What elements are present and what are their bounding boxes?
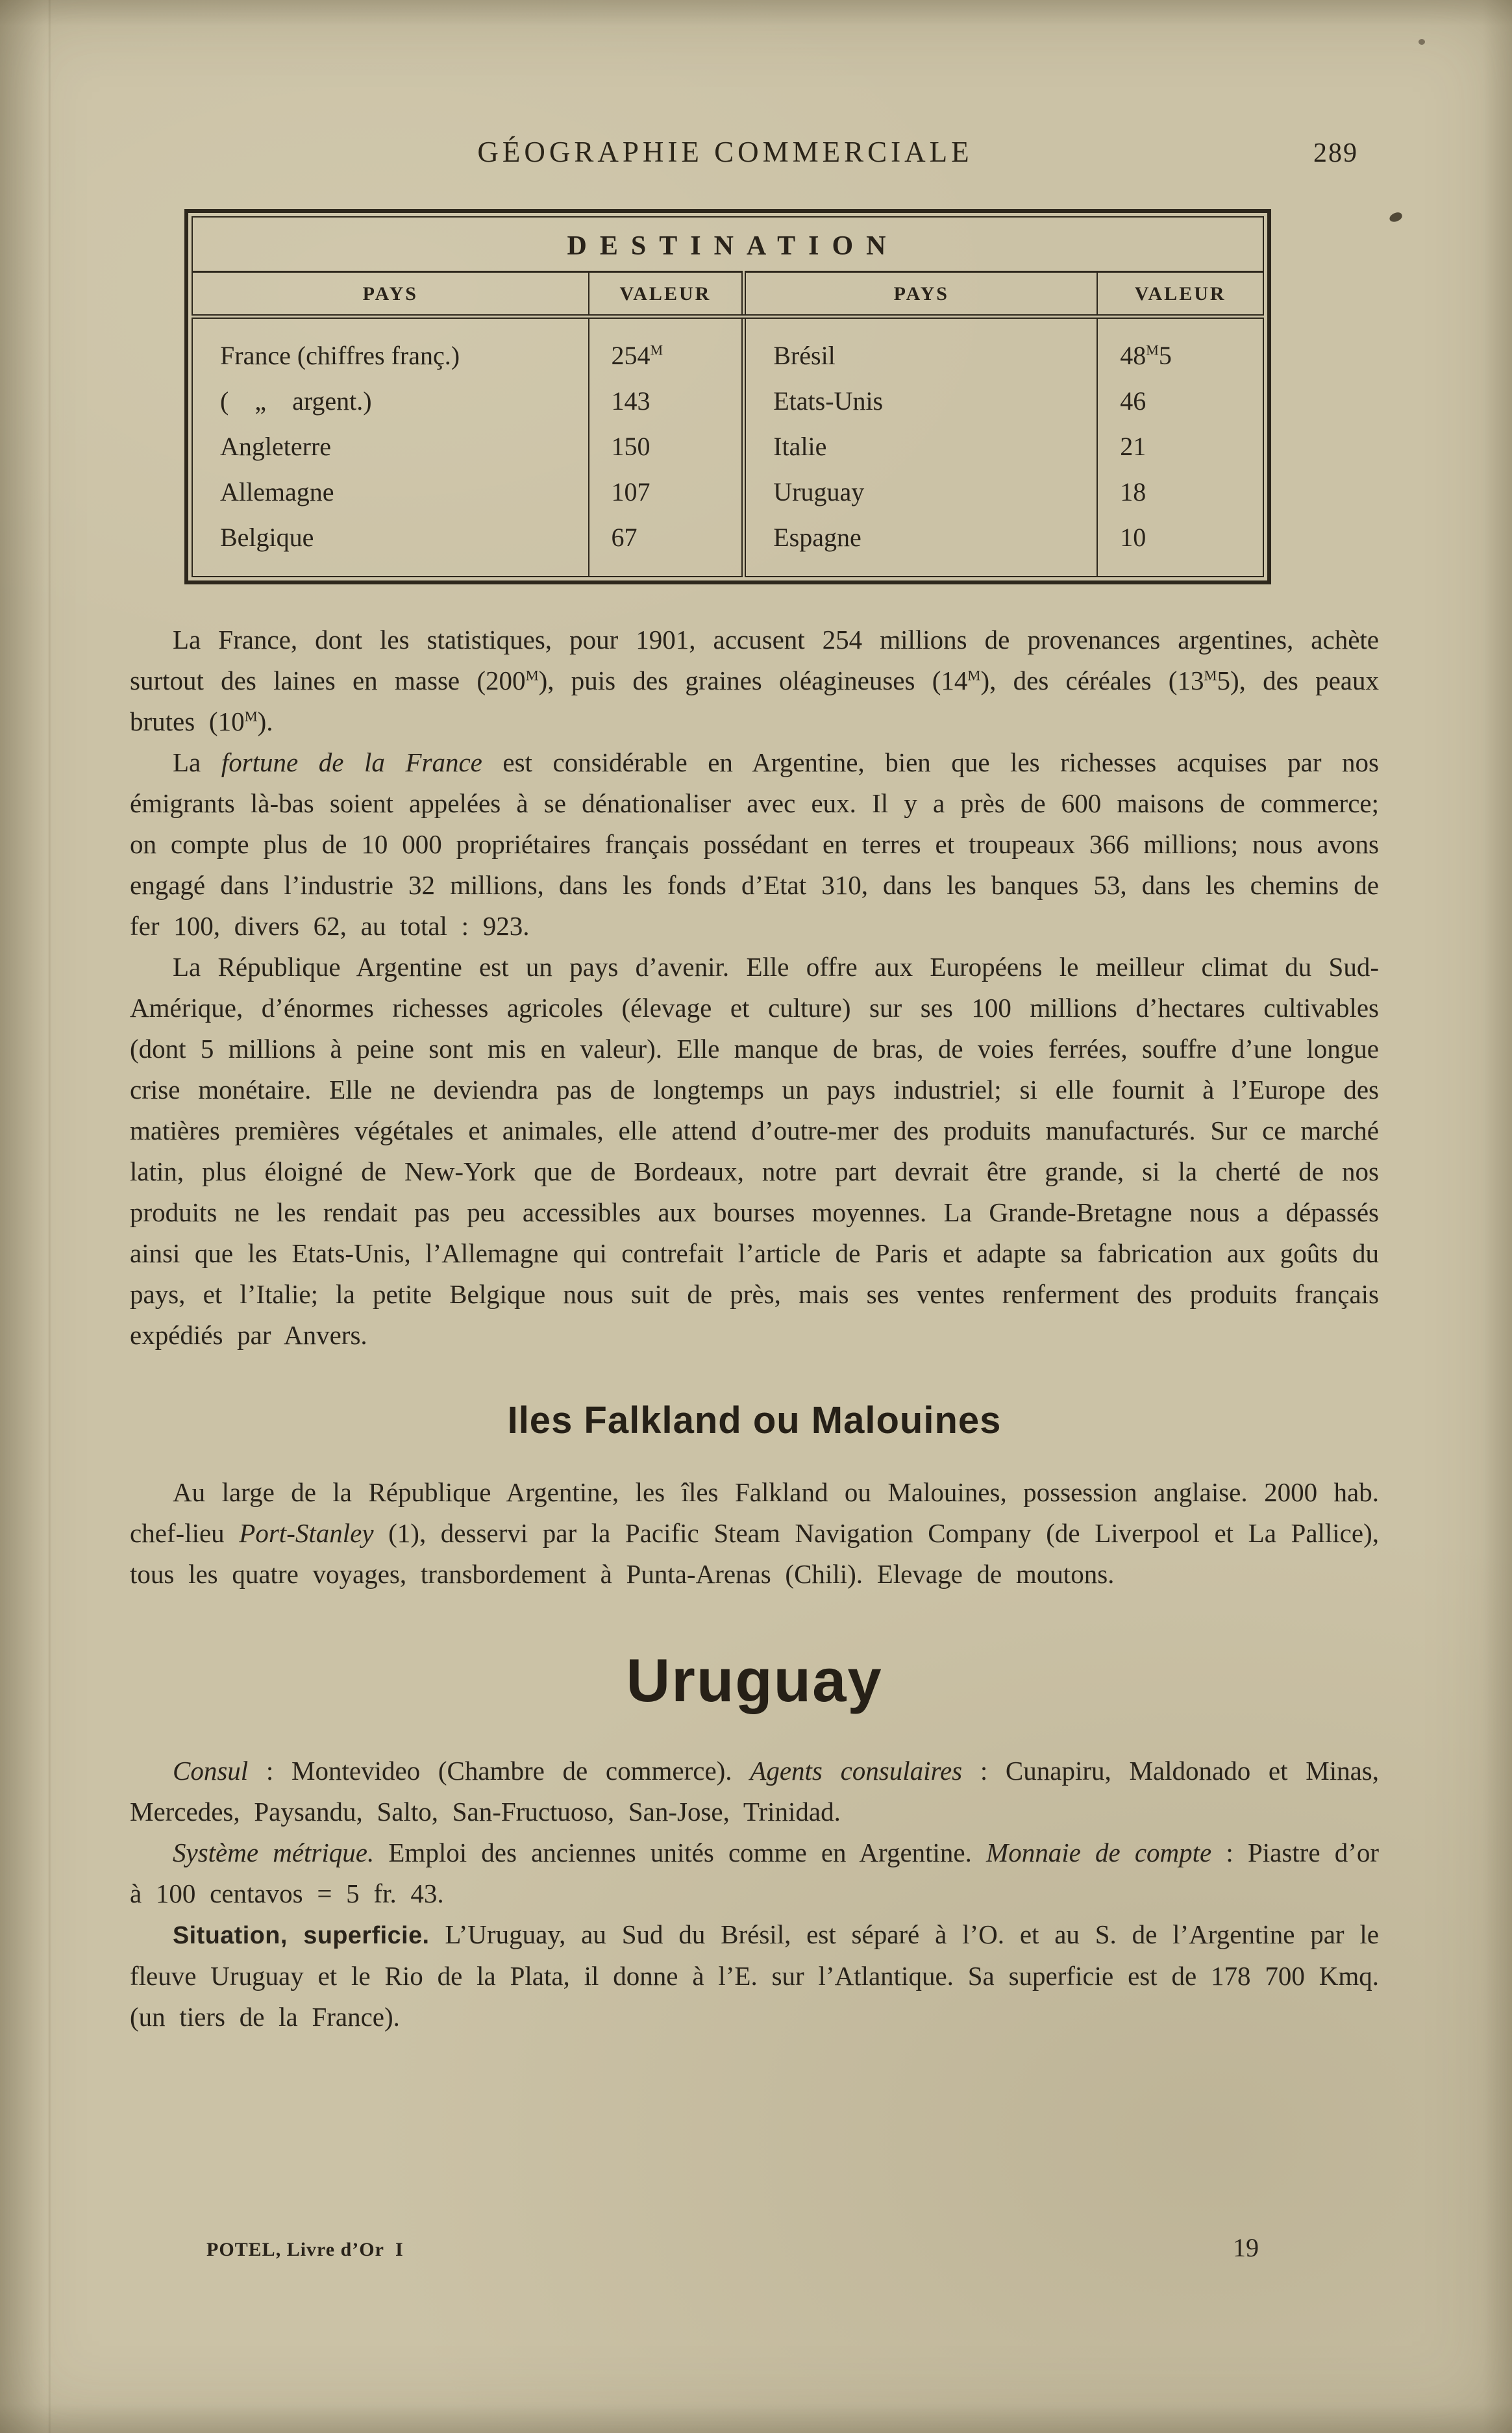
footer-sheet-number: 19 [1233,2233,1259,2262]
cell-pays: ( „ argent.) [220,386,372,416]
column-header-pays-left: PAYS [192,272,589,317]
cell-valeur: 10 [1097,515,1263,577]
table-title: DESTINATION [192,217,1263,272]
paragraph-republique-argentine: La République Argentine est un pays d’avenir. Elle offre aux Européens le meilleur climat du Sud-Amérique, d’énormes richesses agricoles (élevage et culture) sur ses 100 millions d’hectares cultivables (dont 5 millions à peine sont mis en valeur). Elle manque de bras, de voies ferrées, souffre d’une longue crise monétaire. Elle ne deviendra pas de longtemps un pays industriel; si elle fournit à l’Europe des matières premières végétales et animales, elle attend d’outre-mer des produits manufacturés. Sur ce marché latin, plus éloigné de New-York que de Bordeaux, notre part devrait être grande, si la cherté de nos produits ne les rendait pas peu accessibles aux bourses moyennes. La Grande-Bretagne nous a dépassés ainsi que les Etats-Unis, l’Allemagne qui contrefait l’article de Paris et adapte sa fabrication aux goûts du pays, et l’Italie; la petite Belgique nous suit de près, mais ses ventes renferment des produits français expédiés par Anvers. [130,952,1379,1350]
cell-valeur: 107 [589,469,744,515]
cell-pays: Brésil [744,317,1098,379]
page-content [130,135,1379,2038]
cell-pays: Angleterre [220,432,332,461]
table-header-row [192,272,1263,317]
column-header-valeur-right: VALEUR [1097,272,1263,317]
paragraph-france-statistiques: La France, dont les statistiques, pour 1901, accusent 254 millions de provenances argentines, achète surtout des laines en masse $(200^M)$, puis des graines oléagineuses $(14^M)$, des céréales $(13^M5)$, des peaux brutes $(10^M)$. [130,625,1379,736]
cell-valeur: 67 [589,515,744,577]
cell-pays: Uruguay [744,469,1098,515]
running-title: GÉOGRAPHIE COMMERCIALE [477,136,973,168]
cell-valeur: $254^M$ [589,317,744,379]
ink-stain [1388,211,1403,223]
table-row [192,379,1263,424]
cell-valeur: 18 [1097,469,1263,515]
cell-pays: Italie [744,424,1098,469]
section-heading-falkland: Iles Falkland ou Malouines [507,1399,1002,1441]
cell-valeur: 46 [1097,379,1263,424]
paragraph-uruguay-situation: Situation, superficie. L’Uruguay, au Sud du Brésil, est séparé à l’O. et au S. de l’Argentine par le fleuve Uruguay et le Rio de la Plata, il donne à l’E. sur l’Atlantique. Sa superficie est de 178 700 Kmq. (un tiers de la France). [130,1919,1379,2032]
table-row [192,424,1263,469]
table-title-row [192,217,1263,272]
cell-pays: Etats-Unis [744,379,1098,424]
paragraph-uruguay-systeme: Système métrique. Emploi des anciennes unités comme en Argentine. Monnaie de compte : Piastre d’or à 100 centavos = 5 fr. 43. [130,1838,1379,1908]
paragraph-fortune-france: La fortune de la France est considérable en Argentine, bien que les richesses acquises par nos émigrants là-bas soient appelées à se dénationaliser avec eux. Il y a près de 600 maisons de commerce; on compte plus de 10 000 propriétaires français possédant en terres et troupeaux 366 millions; nous avons engagé dans l’industrie 32 millions, dans les fonds d’Etat 310, dans les banques 53, dans les chemins de fer 100, divers 62, au total : 923. [130,747,1379,941]
table-row [192,469,1263,515]
cell-pays: Espagne [744,515,1098,577]
page-footer [130,2232,1379,2271]
ink-speck [1419,39,1425,45]
page-header [130,135,1379,182]
column-header-valeur-left: VALEUR [589,272,744,317]
section-heading-uruguay: Uruguay [626,1646,883,1714]
table-row [192,317,1263,379]
footer-imprint: POTEL, Livre d’Or I [206,2239,404,2260]
cell-pays: France (chiffres franç.) [220,341,460,370]
paragraph-falkland: Au large de la République Argentine, les îles Falkland ou Malouines, possession anglaise. 2000 hab. chef-lieu Port-Stanley (1), desservi par la Pacific Steam Navigation Company (de Liverpool et La Pallice), tous les quatre voyages, transbordement à Punta-Arenas (Chili). Elevage de moutons. [130,1477,1379,1589]
column-header-pays-right: PAYS [744,272,1098,317]
paragraph-uruguay-consul: Consul : Montevideo (Chambre de commerce). Agents consulaires : Cunapiru, Maldonado et Minas, Mercedes, Paysandu, Salto, San-Fructuoso, San-Jose, Trinidad. [130,1756,1379,1827]
cell-pays: Allemagne [220,477,334,506]
cell-valeur: 150 [589,424,744,469]
cell-pays: Belgique [220,523,314,552]
destination-table [184,209,1271,584]
main-text [130,619,1379,1356]
page-crease [48,0,51,2433]
destination-table-grid [192,216,1264,577]
cell-valeur: 143 [589,379,744,424]
cell-valeur: 21 [1097,424,1263,469]
page-number: 289 [1313,138,1358,168]
table-row [192,515,1263,577]
cell-valeur: $48^M5$ [1097,317,1263,379]
